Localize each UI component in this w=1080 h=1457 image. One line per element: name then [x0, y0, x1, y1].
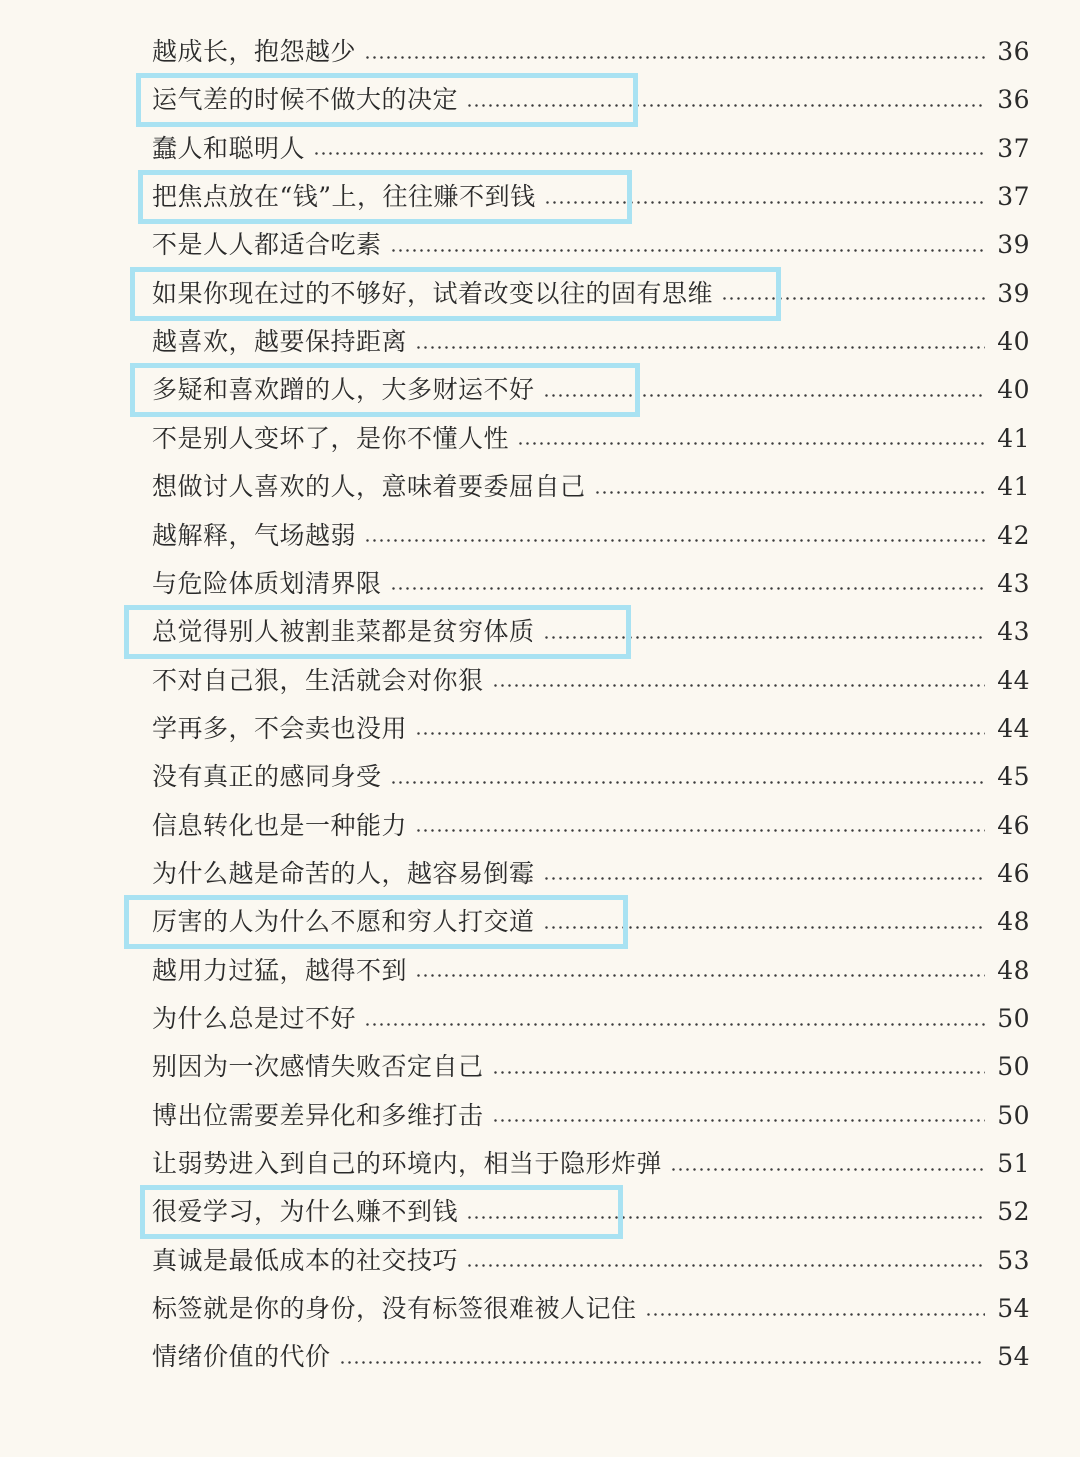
dot-leader: [594, 491, 986, 494]
dot-leader: [415, 974, 985, 977]
toc-entry-title: 让弱势进入到自己的环境内，相当于隐形炸弹: [152, 1149, 663, 1179]
dot-leader: [364, 539, 985, 542]
toc-entry[interactable]: [152, 318, 1030, 366]
toc-entry-title: 标签就是你的身份，没有标签很难被人记住: [152, 1294, 637, 1324]
toc-entry-title: 如果你现在过的不够好，试着改变以往的固有思维: [152, 278, 714, 308]
dot-leader: [364, 1023, 985, 1026]
dot-leader: [415, 829, 985, 832]
toc-entry-page-number: 46: [997, 810, 1030, 840]
toc-entry-page-number: 54: [997, 1294, 1030, 1324]
toc-entry-title: 运气差的时候不做大的决定: [152, 85, 459, 115]
toc-entry[interactable]: [152, 76, 1030, 124]
toc-entry-page-number: 39: [997, 230, 1030, 260]
toc-entry-page-number: 40: [997, 327, 1030, 357]
toc-entry-page-number: 50: [997, 1100, 1030, 1130]
toc-entry[interactable]: [152, 173, 1030, 221]
dot-leader: [645, 1313, 986, 1316]
toc-entry-page-number: 40: [997, 375, 1030, 405]
toc-entry-title: 越喜欢，越要保持距离: [152, 327, 408, 357]
dot-leader: [492, 684, 986, 687]
toc-entry-title: 想做讨人喜欢的人，意味着要委屈自己: [152, 472, 586, 502]
dot-leader: [721, 297, 985, 300]
toc-entry[interactable]: [152, 1237, 1030, 1285]
toc-entry-title: 不是别人变坏了，是你不懂人性: [152, 423, 510, 453]
toc-entry-title: 越成长，抱怨越少: [152, 37, 357, 66]
toc-entry-page-number: 50: [997, 1052, 1030, 1082]
dot-leader: [544, 201, 986, 204]
toc-entry-title: 与危险体质划清界限: [152, 568, 382, 598]
toc-entry-title: 越用力过猛，越得不到: [152, 955, 408, 985]
toc-entry-title: 越解释，气场越弱: [152, 520, 357, 550]
toc-entry[interactable]: [152, 898, 1030, 946]
toc-entry[interactable]: [152, 1092, 1030, 1140]
toc-entry[interactable]: [152, 802, 1030, 850]
dot-leader: [313, 152, 985, 155]
toc-entry-page-number: 41: [997, 423, 1030, 453]
toc-entry[interactable]: [152, 850, 1030, 898]
dot-leader: [415, 346, 985, 349]
toc-entry[interactable]: [152, 1188, 1030, 1236]
toc-entry-title: 蠢人和聪明人: [152, 133, 306, 163]
toc-entry-title: 总觉得别人被割韭菜都是贫穷体质: [152, 617, 535, 647]
toc-entry[interactable]: [152, 415, 1030, 463]
toc-entry-title: 为什么总是过不好: [152, 1004, 357, 1033]
dot-leader: [466, 1264, 985, 1267]
dot-leader: [466, 104, 985, 107]
toc-entry[interactable]: [152, 512, 1030, 560]
dot-leader: [543, 394, 986, 397]
toc-entry[interactable]: [152, 463, 1030, 511]
toc-entry-title: 真诚是最低成本的社交技巧: [152, 1245, 459, 1275]
toc-entry-page-number: 44: [997, 665, 1030, 695]
toc-entry[interactable]: [152, 221, 1030, 269]
dot-leader: [543, 926, 986, 929]
toc-entry-page-number: 43: [997, 617, 1030, 647]
toc-entry[interactable]: [152, 1140, 1030, 1188]
toc-entry-title: 不是人人都适合吃素: [152, 230, 382, 260]
dot-leader: [492, 1071, 986, 1074]
toc-entry[interactable]: [152, 1333, 1030, 1381]
dot-leader: [543, 877, 986, 880]
dot-leader: [390, 249, 986, 252]
toc-entry-title: 不对自己狠，生活就会对你狠: [152, 665, 484, 695]
toc-entry-page-number: 48: [997, 907, 1030, 937]
toc-entry[interactable]: [152, 753, 1030, 801]
toc-entry-title: 把焦点放在“钱”上，往往赚不到钱: [152, 182, 536, 212]
toc-entry[interactable]: [152, 1285, 1030, 1333]
toc-entry-page-number: 51: [997, 1149, 1030, 1179]
toc-entry[interactable]: [152, 995, 1030, 1043]
toc-entry[interactable]: [152, 1043, 1030, 1091]
toc-entry[interactable]: [152, 366, 1030, 414]
dot-leader: [415, 732, 985, 735]
dot-leader: [390, 587, 986, 590]
toc-entry-title: 别因为一次感情失败否定自己: [152, 1052, 484, 1082]
toc-entry-page-number: 53: [997, 1245, 1030, 1275]
toc-entry-page-number: 36: [997, 37, 1030, 66]
toc-entry-page-number: 42: [997, 520, 1030, 550]
toc-entry-page-number: 45: [997, 762, 1030, 792]
toc-entry[interactable]: [152, 657, 1030, 705]
toc-entry[interactable]: [152, 705, 1030, 753]
toc-entry-page-number: 43: [997, 568, 1030, 598]
toc-entry[interactable]: [152, 560, 1030, 608]
toc-entry-title: 博出位需要差异化和多维打击: [152, 1100, 484, 1130]
toc-entry-title: 很爱学习，为什么赚不到钱: [152, 1197, 459, 1227]
dot-leader: [390, 781, 986, 784]
toc-entry-title: 学再多，不会卖也没用: [152, 713, 408, 743]
toc-entry-page-number: 52: [997, 1197, 1030, 1227]
toc-entry[interactable]: [152, 947, 1030, 995]
toc-entry-title: 情绪价值的代价: [152, 1342, 331, 1372]
toc-entry-page-number: 46: [997, 858, 1030, 888]
toc-entry-page-number: 48: [997, 955, 1030, 985]
toc-entry-page-number: 37: [997, 182, 1030, 212]
toc-entry[interactable]: [152, 28, 1030, 76]
toc-entry-page-number: 50: [997, 1004, 1030, 1033]
toc-entry[interactable]: [152, 125, 1030, 173]
toc-entry-title: 没有真正的感同身受: [152, 762, 382, 792]
dot-leader: [466, 1216, 985, 1219]
toc-entry-page-number: 39: [997, 278, 1030, 308]
toc-entry-title: 信息转化也是一种能力: [152, 810, 408, 840]
dot-leader: [670, 1168, 985, 1171]
toc-entry-page-number: 36: [997, 85, 1030, 115]
toc-entry[interactable]: [152, 270, 1030, 318]
dot-leader: [339, 1361, 986, 1364]
dot-leader: [517, 442, 985, 445]
toc-entry-page-number: 37: [997, 133, 1030, 163]
dot-leader: [543, 636, 986, 639]
toc-entry-title: 为什么越是命苦的人，越容易倒霉: [152, 858, 535, 888]
dot-leader: [364, 56, 985, 59]
dot-leader: [492, 1119, 986, 1122]
toc-entry-page-number: 44: [997, 713, 1030, 743]
toc-entry-page-number: 54: [997, 1342, 1030, 1372]
toc-entry-title: 厉害的人为什么不愿和穷人打交道: [152, 907, 535, 937]
toc-entry-title: 多疑和喜欢蹭的人，大多财运不好: [152, 375, 535, 405]
toc-entry-page-number: 41: [997, 472, 1030, 502]
toc-entry[interactable]: [152, 608, 1030, 656]
